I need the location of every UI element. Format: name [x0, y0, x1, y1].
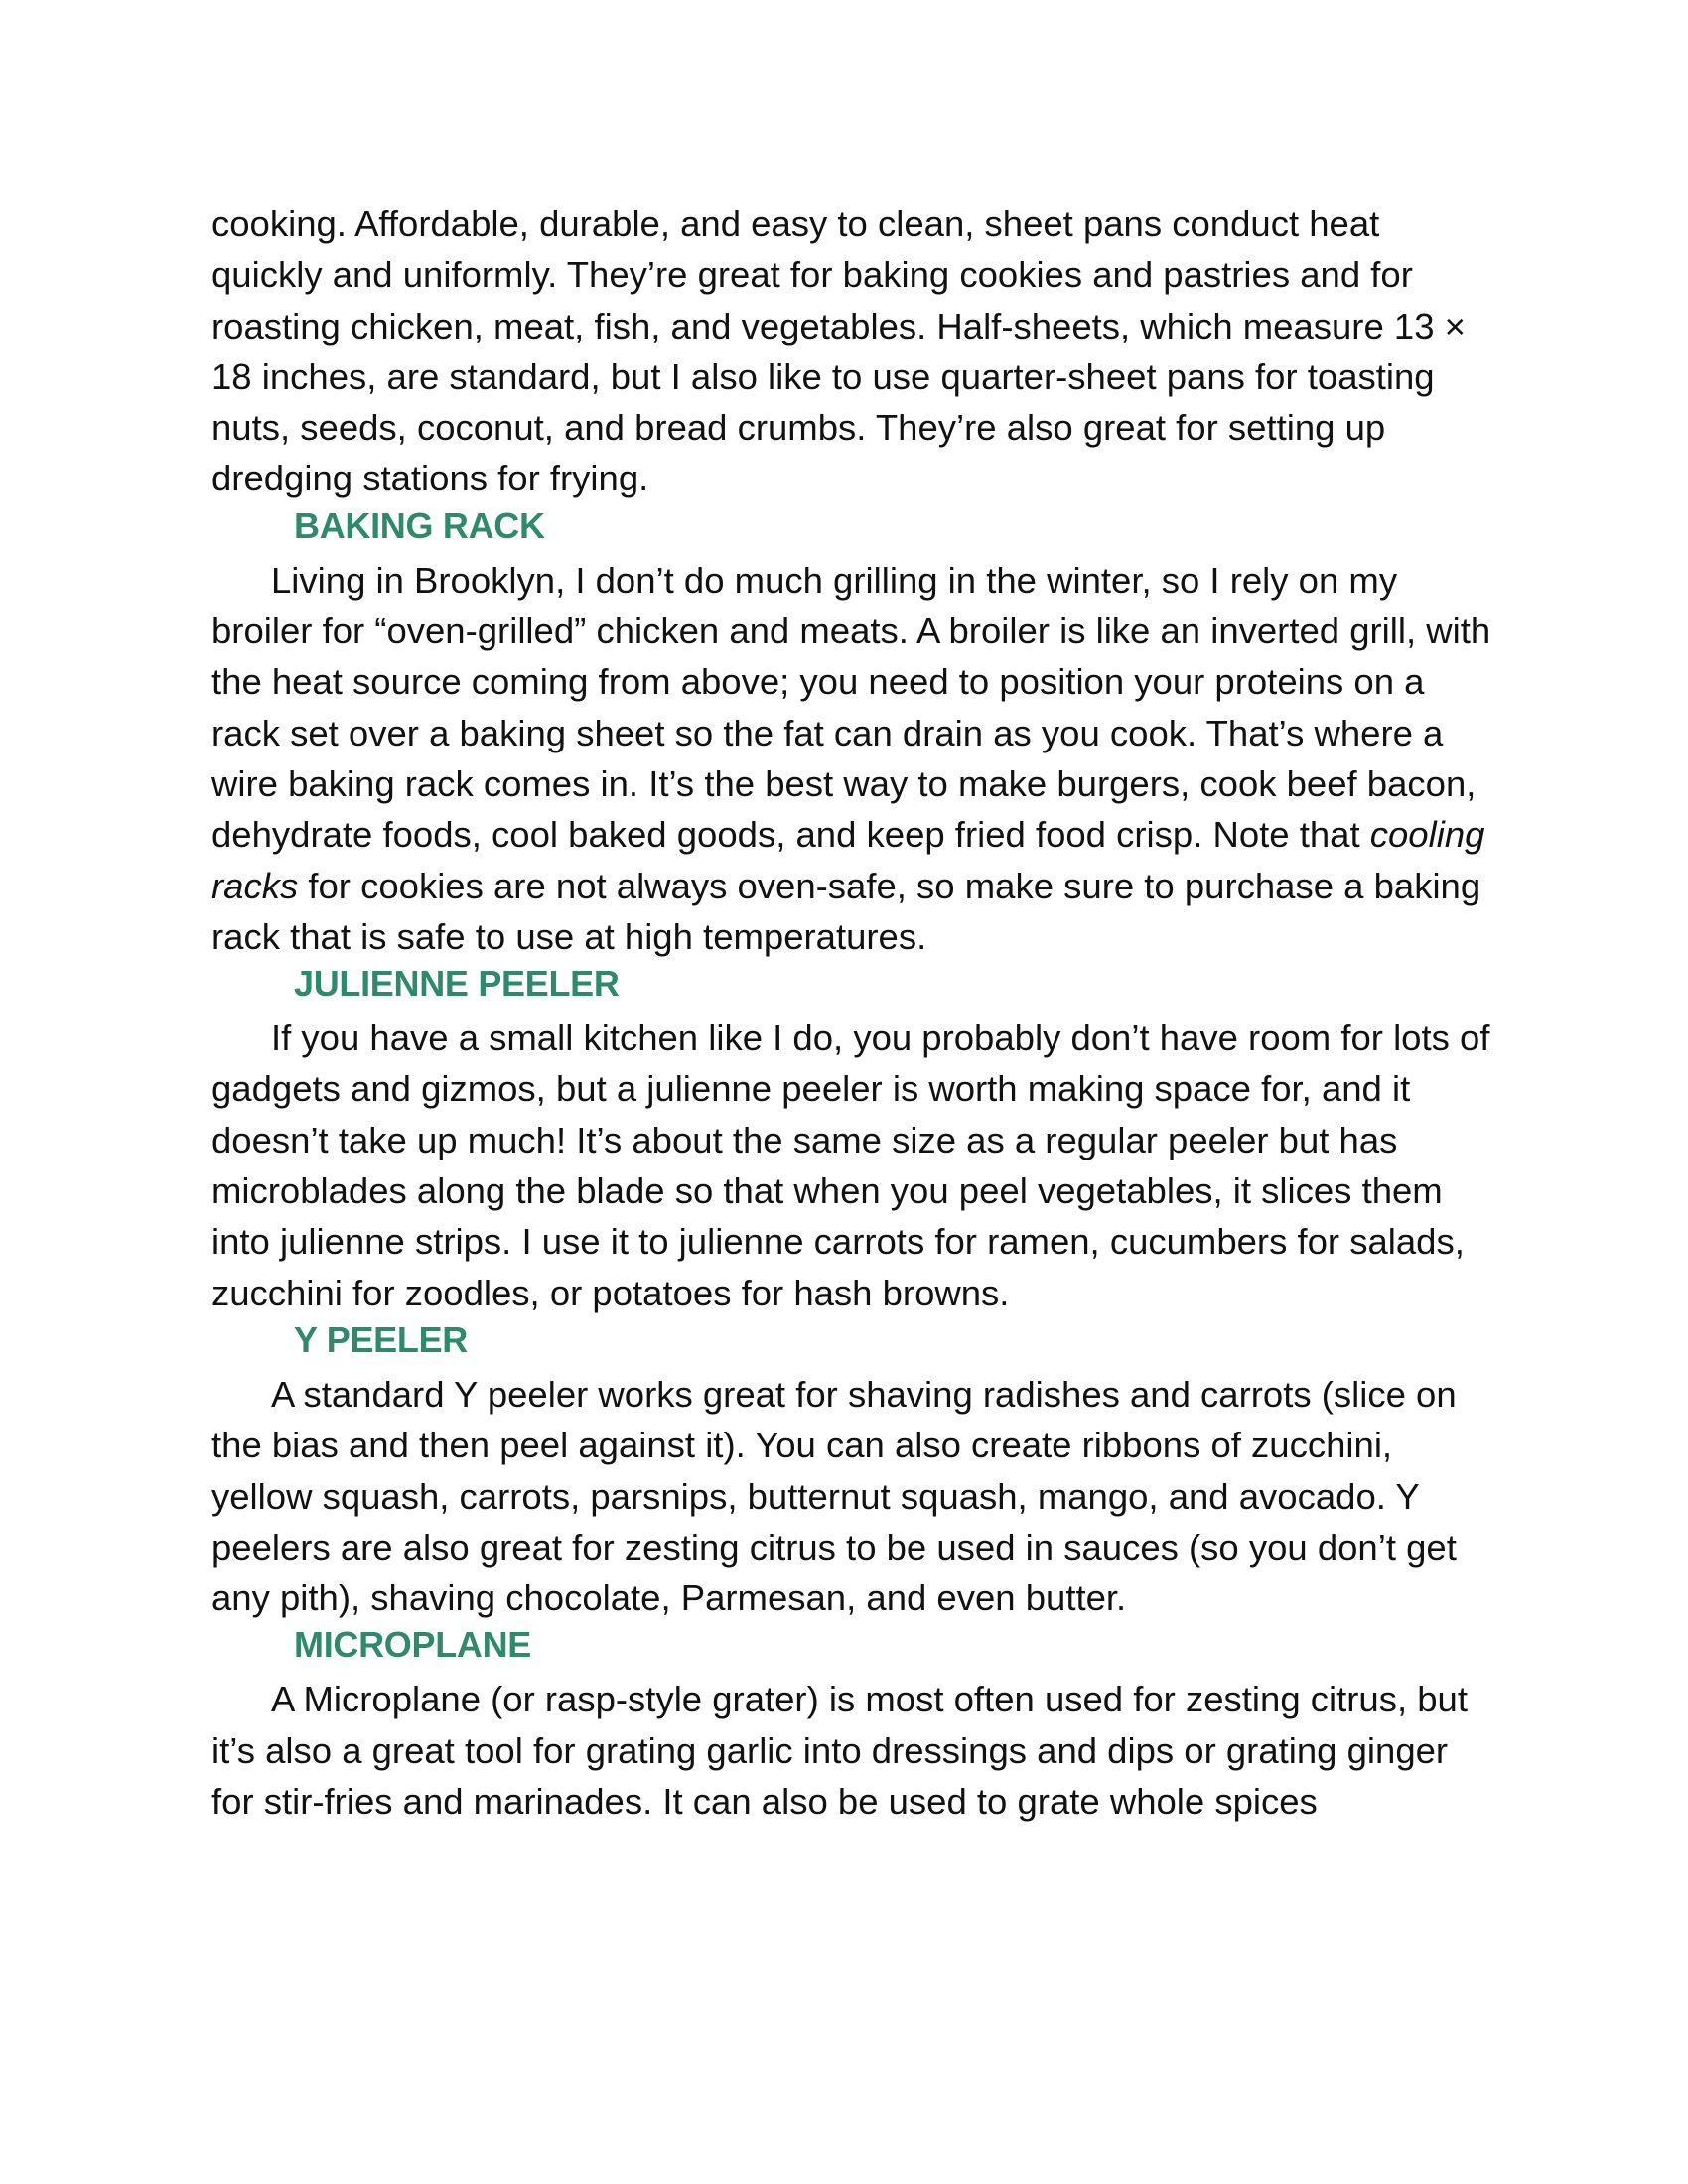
y-peeler-paragraph: A standard Y peeler works great for shaving radishes and carrots (slice on the bias and then peel against it). You can also create ribbons of zucchini, yellow squash, carrots, parsnips, butternut squash, mango, and avocado. Y peelers are also great for zesting citrus to be used in sauces (so you don’t get any pith), shaving chocolate, Parmesan, and even butter. — [211, 1373, 1457, 1619]
baking-rack-paragraph — [211, 555, 1492, 962]
julienne-peeler-paragraph: If you have a small kitchen like I do, you probably don’t have room for lots of gadgets and gizmos, but a julienne peeler is worth making space for, and it doesn’t take up much! It’s about the same size as a regular peeler but has microblades along the blade so that when you peel vegetables, it slices them into julienne strips. I use it to julienne carrots for ramen, cucumbers for salads, zucchini for zoodles, or potatoes for hash browns. — [211, 1018, 1490, 1313]
baking-rack-heading: BAKING RACK — [294, 504, 545, 546]
julienne-peeler-heading: JULIENNE PEELER — [294, 963, 620, 1005]
sheet-pans-paragraph: cooking. Affordable, durable, and easy to clean, sheet pans conduct heat quickly and uniformly. They’re great for baking cookies and pastries and for roasting chicken, meat, fish, and vegetables. Half-sheets, which measure 13 × 18 inches, are standard, but I also like to use quarter-sheet pans for toasting nuts, seeds, coconut, and bread crumbs. They’re also great for setting up dredging stations for frying. — [211, 204, 1466, 499]
baking-rack-text-end: for cookies are not always oven-safe, so make sure to purchase a baking rack that is safe to use at high temperatures. — [211, 865, 1481, 957]
cooling-racks-emphasis: cooling racks — [211, 814, 1485, 906]
baking-rack-text-start: Living in Brooklyn, I don’t do much grilling in the winter, so I rely on my broiler for “oven-grilled” chicken and meats. A broiler is like an inverted grill, with the heat source coming from above; you need to position your proteins on a rack set over a baking sheet so the fat can drain as you cook. That’s where a wire baking rack comes in. It’s the best way to make burgers, cook beef bacon, dehydrate foods, cool baked goods, and keep fried food crisp. Note that — [211, 559, 1491, 856]
microplane-paragraph: A Microplane (or rasp-style grater) is most often used for zesting citrus, but it’s also a great tool for grating garlic into dressings and dips or grating ginger for stir-fries and marinades. It can also be used to grate whole spices — [211, 1679, 1468, 1823]
y-peeler-heading: Y PEELER — [294, 1318, 468, 1360]
document-page — [211, 199, 1492, 1827]
microplane-heading: MICROPLANE — [294, 1624, 531, 1666]
